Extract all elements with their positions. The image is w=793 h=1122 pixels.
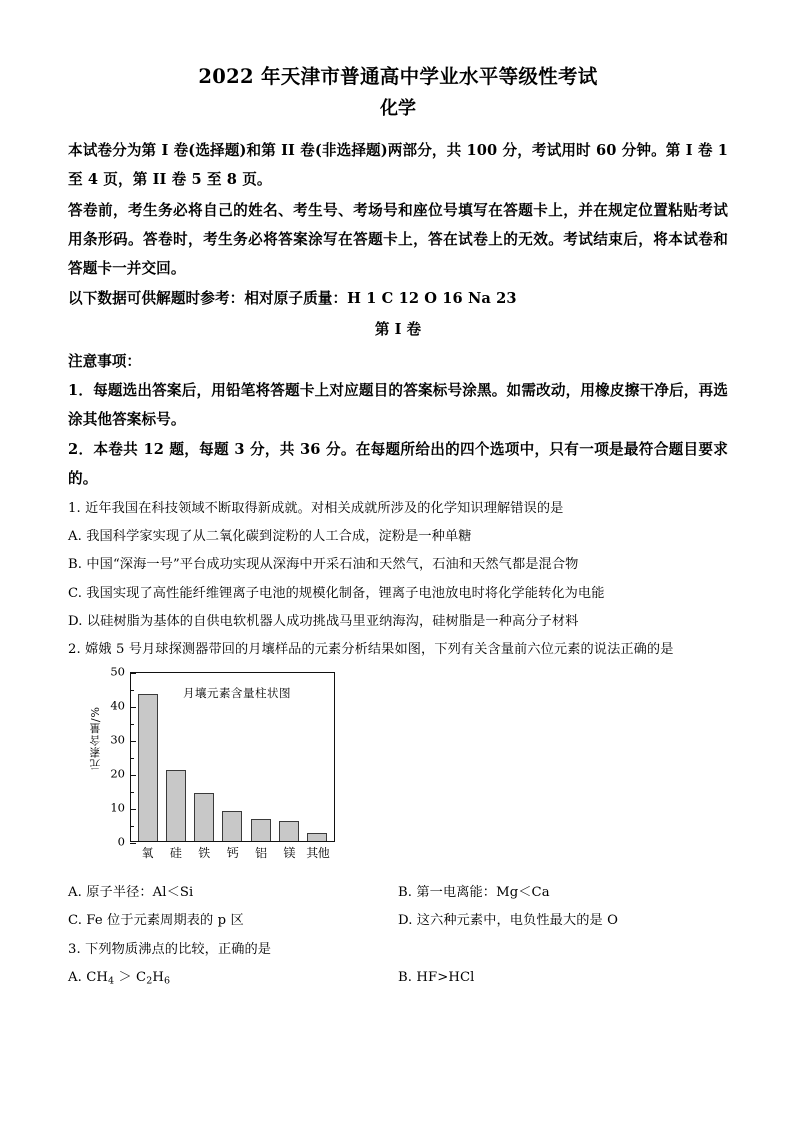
question-2-option-b: B. 第一电离能：Mg＜Ca xyxy=(398,884,550,900)
chart-x-tick-label: 其他 xyxy=(306,845,330,860)
chart-x-tick-labels xyxy=(130,844,335,861)
question-2-option-c: C. Fe 位于元素周期表的 p 区 xyxy=(68,913,244,929)
question-3-option-a xyxy=(68,964,398,992)
question-3-option-b: B. HF>HCl xyxy=(398,969,475,985)
chart-plot-inner xyxy=(131,673,334,841)
page-title: 2022 年天津市普通高中学业水平等级性考试 xyxy=(198,65,598,88)
question-2-option-a: A. 原子半径：Al＜Si xyxy=(68,884,194,900)
lunar-soil-element-bar-chart xyxy=(89,664,345,877)
chart-bar xyxy=(307,833,327,840)
chart-x-tick-label: 钙 xyxy=(226,845,239,860)
chart-bar xyxy=(222,811,242,841)
chart-y-tick-mark xyxy=(130,809,136,810)
question-2-options-row-1 xyxy=(68,879,728,907)
section-heading: 第 I 卷 xyxy=(374,321,422,339)
chart-y-minor-tick-mark xyxy=(130,690,134,691)
option-a-formula-pre: A. CH xyxy=(68,969,108,985)
subject-title: 化学 xyxy=(380,98,416,120)
chart-y-minor-tick-mark xyxy=(130,826,134,827)
chart-y-tick-mark xyxy=(130,707,136,708)
question-1-stem: 1. 近年我国在科技领域不断取得新成就。对相关成就所涉及的化学知识理解错误的是 xyxy=(68,500,564,516)
chart-bar xyxy=(251,819,271,841)
reference-data-paragraph: 以下数据可供解题时参考：相对原子质量：H 1 C 12 O 16 Na 23 xyxy=(68,290,517,308)
chart-x-tick-label: 铁 xyxy=(198,845,210,860)
chart-title: 月壤元素含量柱状图 xyxy=(183,685,291,700)
answer-sheet-paragraph: 答卷前，考生务必将自己的姓名、考生号、考场号和座位号填写在答题卡上，并在规定位置粘贴考试用条形码。答卷时，考生务必将答案涂写在答题卡上，答在试卷上的无效。考试结束后，将本试卷和答题卡一并交回。 xyxy=(68,201,728,277)
question-2-option-d: D. 这六种元素中，电负性最大的是 O xyxy=(398,913,619,929)
chart-y-tick-label: 30 xyxy=(110,732,125,746)
page-content xyxy=(68,62,728,992)
chart-y-tick-mark xyxy=(130,673,136,674)
option-a-sub-1: 4 xyxy=(108,975,115,987)
notice-item-1: 1．每题选出答案后，用铅笔将答题卡上对应题目的答案标号涂黑。如需改动，用橡皮擦干净后，再选涂其他答案标号。 xyxy=(68,381,728,428)
chart-bar xyxy=(194,793,214,841)
option-a-sub-2: 2 xyxy=(146,975,153,987)
chart-bar xyxy=(138,694,158,841)
chart-y-axis-label: 元素含量/% xyxy=(89,705,102,770)
chart-plot-area xyxy=(130,672,335,842)
notice-item-2: 2．本卷共 12 题，每题 3 分，共 36 分。在每题所给出的四个选项中，只有一项是最符合题目要求的。 xyxy=(68,441,728,488)
question-1-option-c: C. 我国实现了高性能纤维锂离子电池的规模化制备，锂离子电池放电时将化学能转化为电能 xyxy=(68,585,605,601)
chart-x-tick-label: 氧 xyxy=(141,845,153,860)
question-2-stem: 2. 嫦娥 5 号月球探测器带回的月壤样品的元素分析结果如图，下列有关含量前六位元素的说法正确的是 xyxy=(68,642,674,658)
chart-bars xyxy=(131,673,334,841)
chart-x-tick-label: 铝 xyxy=(255,845,267,860)
question-1-option-a: A. 我国科学家实现了从二氧化碳到淀粉的人工合成，淀粉是一种单糖 xyxy=(68,528,472,544)
question-1-option-d: D. 以硅树脂为基体的自供电软机器人成功挑战马里亚纳海沟，硅树脂是一种高分子材料 xyxy=(68,614,579,629)
chart-y-tick-mark xyxy=(130,741,136,742)
chart-y-minor-tick-mark xyxy=(130,758,134,759)
chart-y-minor-tick-mark xyxy=(130,792,134,793)
chart-y-tick-label: 50 xyxy=(110,664,125,678)
option-a-formula-mid: ＞ C xyxy=(114,969,147,985)
chart-bar xyxy=(166,770,186,841)
chart-bar xyxy=(279,821,299,841)
chart-y-tick-labels xyxy=(104,664,128,848)
question-1-option-b: B. 中国“深海一号”平台成功实现从深海中开采石油和天然气，石油和天然气都是混合物 xyxy=(68,557,579,573)
question-3-options-row-1 xyxy=(68,964,728,992)
question-2-options-row-2 xyxy=(68,907,728,935)
chart-y-tick-label: 0 xyxy=(117,834,125,848)
notice-label: 注意事项： xyxy=(68,352,141,370)
chart-x-tick-label: 镁 xyxy=(283,845,296,860)
option-a-sub-3: 6 xyxy=(163,975,171,987)
intro-paragraph: 本试卷分为第 I 卷(选择题)和第 II 卷(非选择题)两部分，共 100 分，考试用时 60 分钟。第 I 卷 1 至 4 页，第 II 卷 5 至 8 页。 xyxy=(68,142,728,189)
question-3-stem: 3. 下列物质沸点的比较，正确的是 xyxy=(68,941,272,957)
chart-y-tick-mark xyxy=(130,775,136,776)
chart-y-tick-label: 40 xyxy=(110,698,125,712)
chart-y-tick-label: 20 xyxy=(110,766,125,780)
chart-y-minor-tick-mark xyxy=(130,724,134,725)
chart-x-tick-label: 硅 xyxy=(169,845,182,860)
option-a-formula-mid-2: H xyxy=(152,969,164,985)
chart-y-tick-label: 10 xyxy=(110,800,125,814)
